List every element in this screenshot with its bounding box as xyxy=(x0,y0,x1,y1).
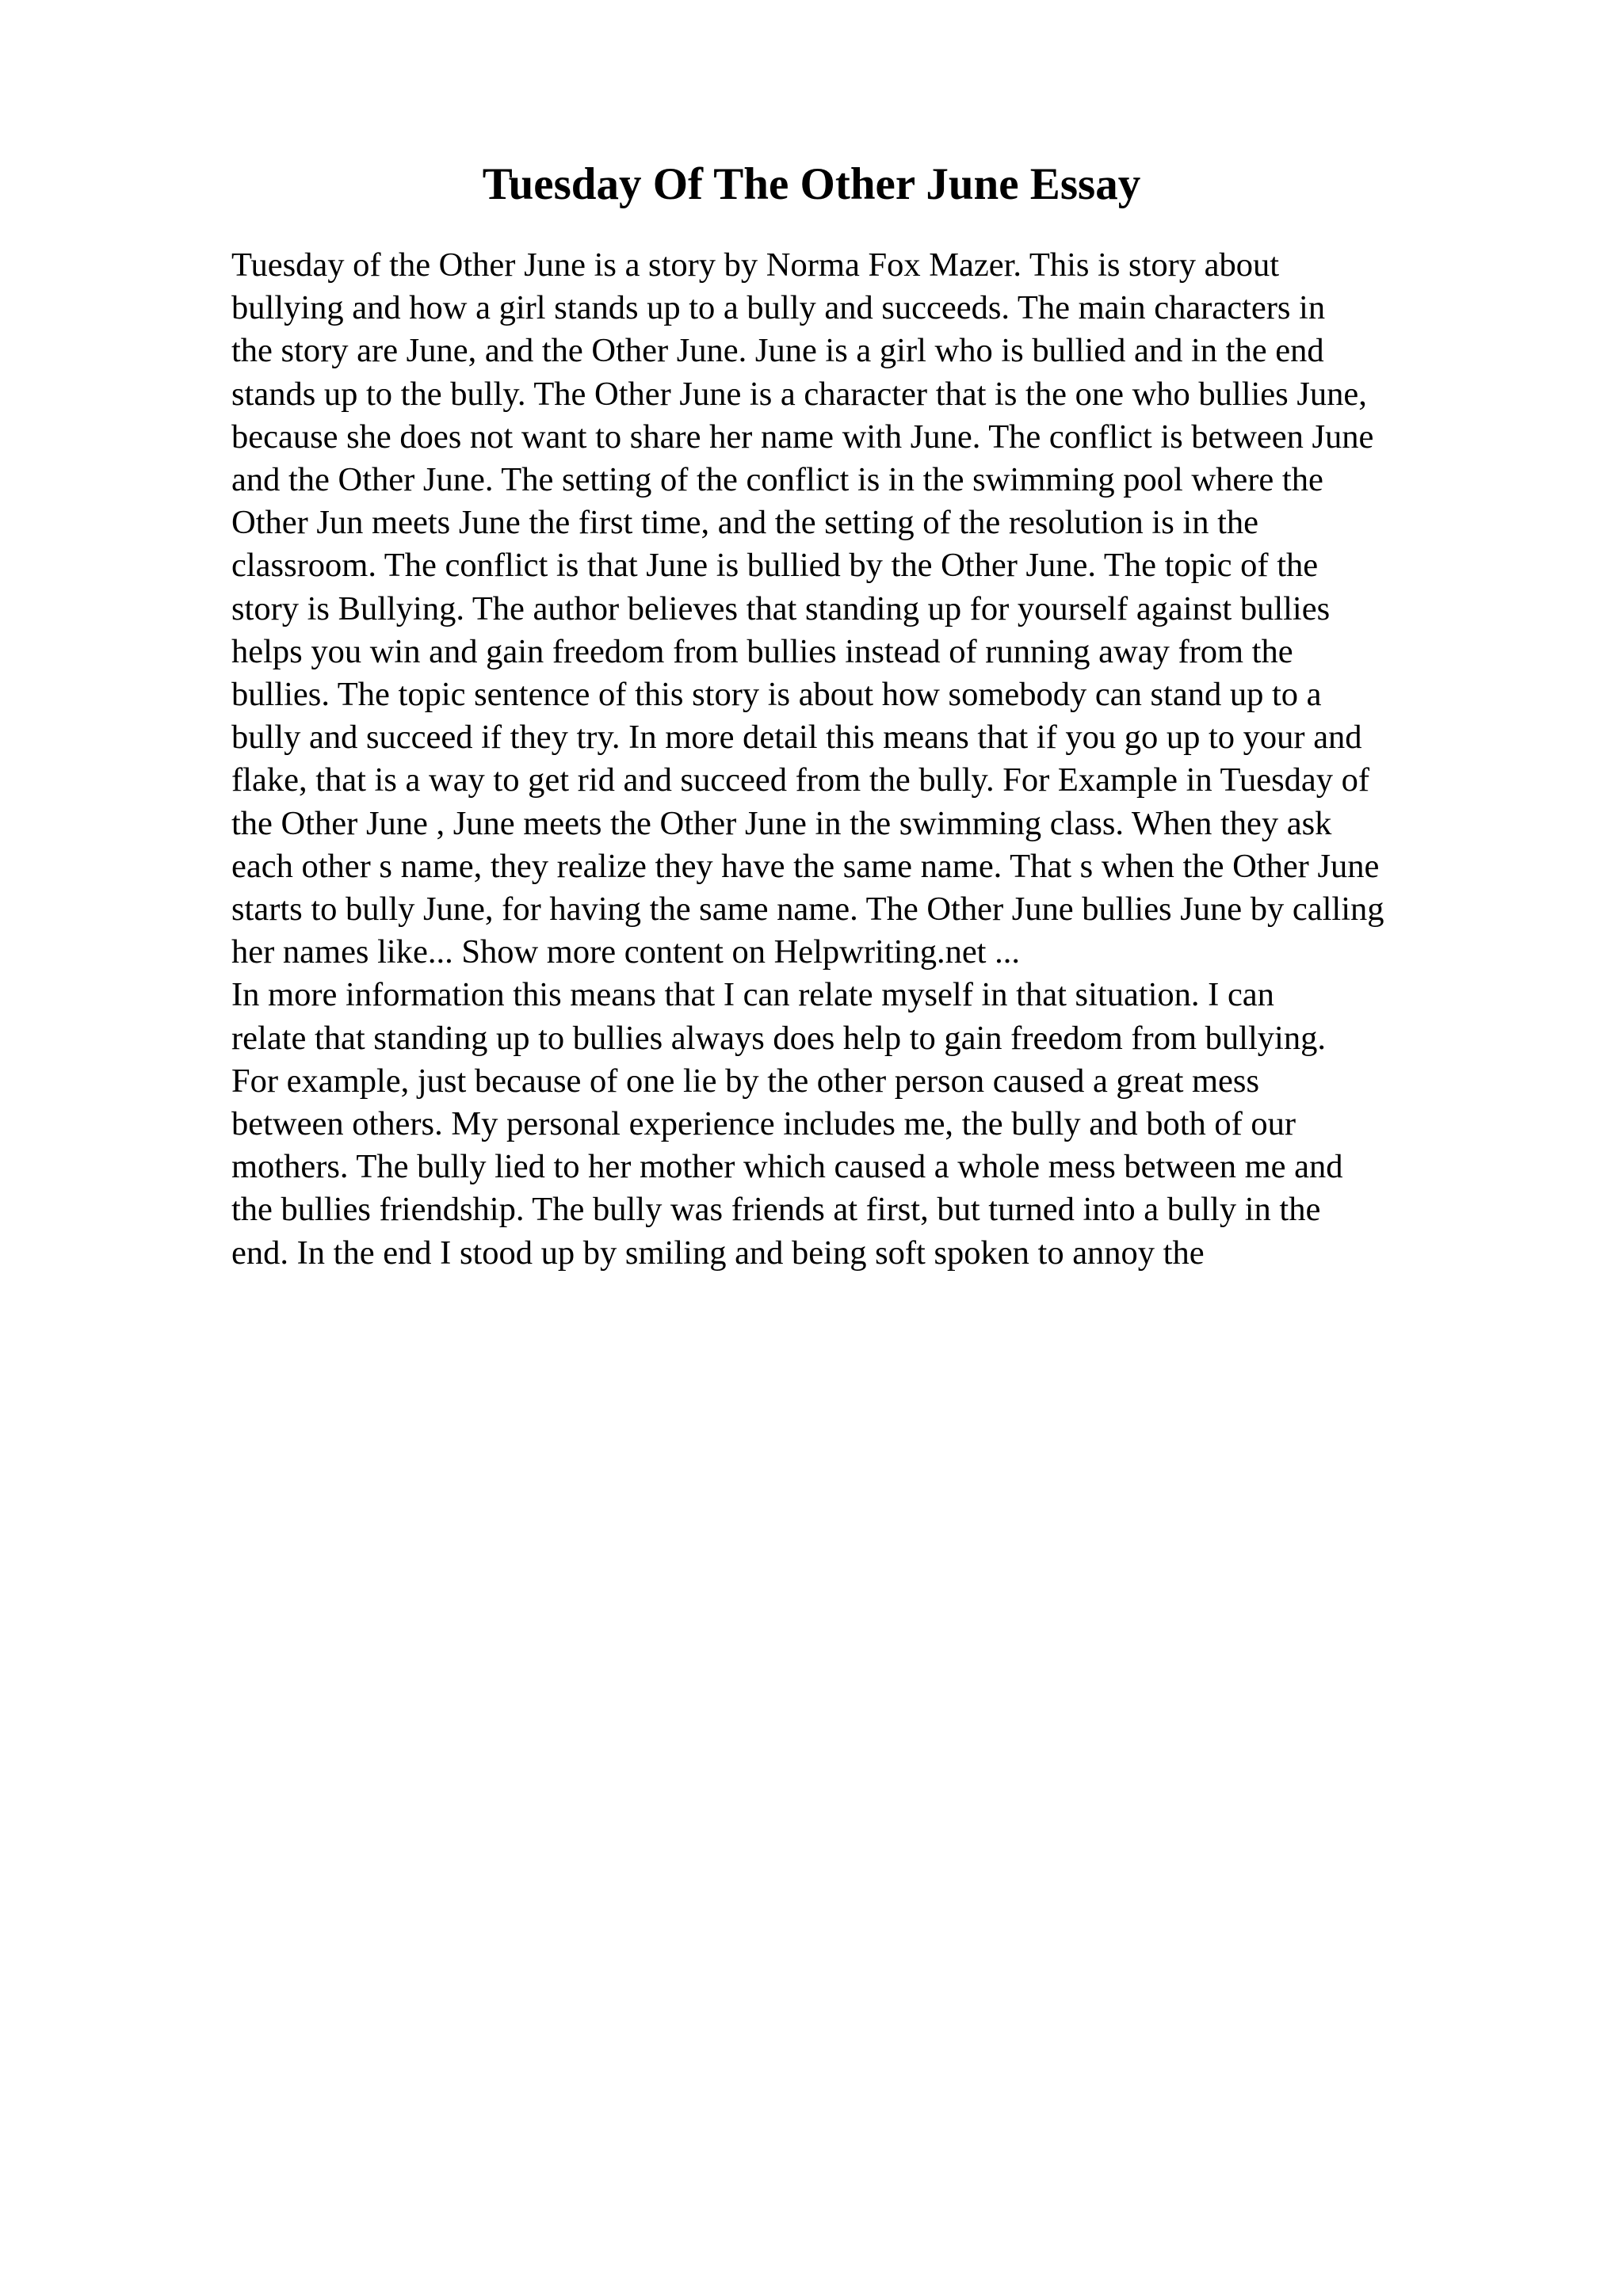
essay-line: mothers. The bully lied to her mother which caused a whole mess between me and xyxy=(231,1148,1343,1186)
essay-line: relate that standing up to bullies always does help to gain freedom from bullying. xyxy=(231,1019,1326,1057)
essay-line: bullying and how a girl stands up to a bully and succeeds. The main characters in xyxy=(231,289,1326,327)
essay-line: helps you win and gain freedom from bullies instead of running away from the xyxy=(231,632,1293,670)
essay-line: the Other June , June meets the Other June in the swimming class. When they ask xyxy=(231,804,1332,842)
essay-line: Tuesday of the Other June is a story by Norma Fox Mazer. This is story about xyxy=(231,246,1280,284)
essay-body xyxy=(231,244,1499,1275)
essay-line: her names like... Show more content on Helpwriting.net ... xyxy=(231,933,1020,971)
essay-line: end. In the end I stood up by smiling and being soft spoken to annoy the xyxy=(231,1234,1205,1272)
essay-line: the story are June, and the Other June. June is a girl who is bullied and in the end xyxy=(231,332,1324,370)
essay-line: Other Jun meets June the first time, and the setting of the resolution is in the xyxy=(231,504,1259,542)
essay-line: story is Bullying. The author believes that standing up for yourself against bullies xyxy=(231,589,1331,627)
essay-line: stands up to the bully. The Other June is a character that is the one who bullies June, xyxy=(231,375,1367,413)
essay-line: classroom. The conflict is that June is bullied by the Other June. The topic of the xyxy=(231,547,1319,585)
essay-line: In more information this means that I can relate myself in that situation. I can xyxy=(231,976,1274,1014)
essay-line: because she does not want to share her name with June. The conflict is between June xyxy=(231,418,1374,456)
essay-line: bully and succeed if they try. In more detail this means that if you go up to your and xyxy=(231,719,1362,757)
essay-line: between others. My personal experience includes me, the bully and both of our xyxy=(231,1105,1296,1143)
essay-line: For example, just because of one lie by the other person caused a great mess xyxy=(231,1062,1259,1100)
essay-line: and the Other June. The setting of the conflict is in the swimming pool where the xyxy=(231,461,1323,499)
essay-line: bullies. The topic sentence of this story is about how somebody can stand up to a xyxy=(231,676,1322,714)
essay-line: the bullies friendship. The bully was friends at first, but turned into a bully in the xyxy=(231,1191,1321,1229)
essay-line: starts to bully June, for having the same name. The Other June bullies June by calling xyxy=(231,891,1384,929)
essay-line: each other s name, they realize they have the same name. That s when the Other June xyxy=(231,847,1380,885)
essay-line: flake, that is a way to get rid and succeed from the bully. For Example in Tuesday of xyxy=(231,761,1370,799)
essay-title: Tuesday Of The Other June Essay xyxy=(482,159,1141,209)
